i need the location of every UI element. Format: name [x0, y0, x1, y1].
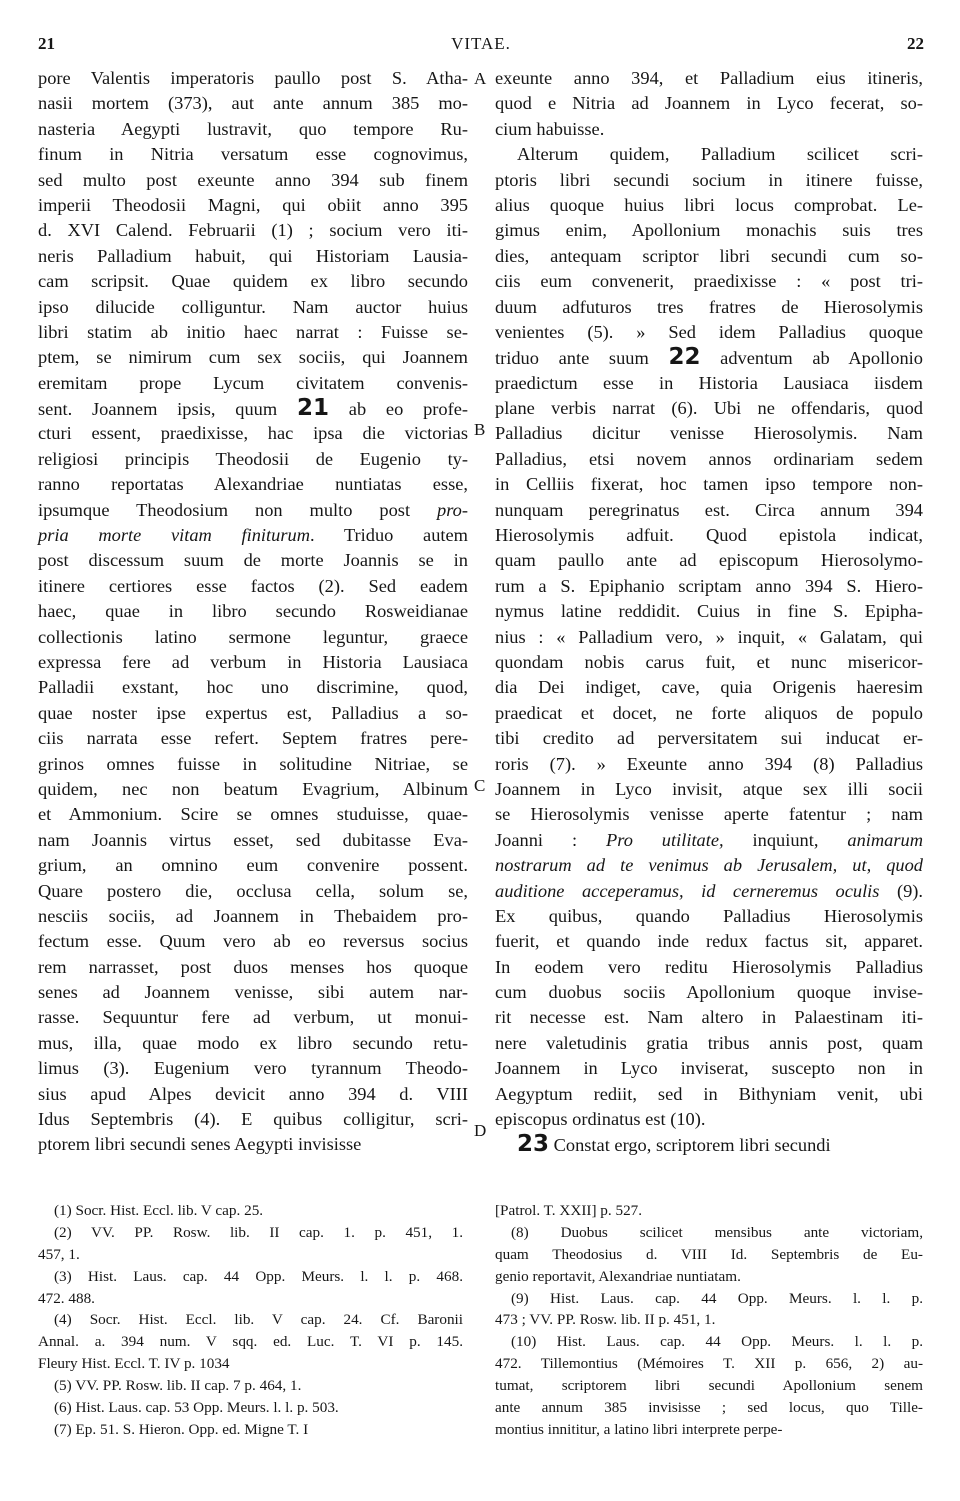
text-line: post discessum suum de morte Joannis se in: [38, 550, 468, 571]
text-line: senes ad Joannem venisse, sibi autem nar-: [38, 982, 468, 1003]
italic-text: Pro utilitate,: [605, 829, 724, 850]
text-line: cturi essent, praedixisse, hac ipsa die victorias: [38, 423, 468, 444]
text-line: [495, 853, 923, 878]
text-line: pore Valentis imperatoris paullo post S. Atha-: [38, 68, 468, 88]
text-line: nius : « Palladium vero, » inquit, « Galatam, qui: [495, 626, 923, 647]
text-line: nasii mortem (373), aut ante annum 385 mo-: [38, 93, 468, 114]
footnote-line: 472. Tillemontius (Mémoires T. XII p. 656, 2) au-: [495, 1355, 923, 1373]
text-line: nymus latine reddidit. Cuius in fine S. Epipha-: [495, 601, 923, 622]
footnote-line: (10) Hist. Laus. cap. 44 Opp. Meurs. l. l. p.: [511, 1333, 923, 1351]
text-line: nam Joannis virtus esset, sed dubitasse Eva-: [38, 829, 468, 850]
margin-letter-c: C: [474, 776, 486, 795]
margin-letter-a: A: [474, 69, 487, 88]
text-segment: adventum ab Apollonio: [700, 348, 923, 369]
text-line: ciis eum convenerit, praedixisse : « post tri-: [495, 271, 923, 292]
italic-text: pro-: [437, 499, 468, 520]
text-line: ptoris libri secundi socium in itinere fuisse,: [495, 169, 923, 190]
right-column: [495, 66, 923, 1158]
text-line: finum in Nitria versatum esse cognovimus,: [38, 144, 468, 165]
text-segment: (9).: [879, 880, 923, 901]
text-line: Palladius dicitur venisse Hierosolymis. Nam: [495, 423, 923, 444]
text-segment: . Triduo autem: [309, 525, 468, 546]
text-line: ranno reportatas Alexandriae nuntiatas esse,: [38, 474, 468, 495]
text-line: Aegyptum rediit, sed in Bithyniam venit, ubi: [495, 1083, 923, 1104]
text-line: Joannem in Lyco invisit, atque sex illi socii: [495, 778, 923, 799]
section-number: 23: [517, 1131, 550, 1158]
margin-letter-d: D: [474, 1121, 487, 1140]
text-segment: Joanni :: [495, 829, 606, 850]
italic-text: nostrarum ad te venimus ab Jerusalem, ut, quod: [495, 855, 923, 876]
text-line: itinere certiores esse factos (2). Sed eadem: [38, 575, 468, 596]
italic-text: pria morte vitam finiturum: [38, 525, 310, 546]
text-line: roris (7). » Exeunte anno 394 (8) Palladius: [495, 753, 923, 774]
text-segment: inquiunt,: [723, 829, 848, 850]
text-line: duum adfuturos tres fratres de Hierosolymis: [495, 296, 923, 317]
text-segment: ipsumque Theodosium non multo post: [38, 499, 437, 520]
text-line: ipso dilucide colliguntur. Nam auctor huius: [38, 296, 468, 317]
footnote-line: tumat, scriptorem libri secundi Apollonium senem: [495, 1377, 923, 1395]
text-line: quam paullo ante ad episcopum Hierosolymo-: [495, 550, 923, 571]
text-line: praedicat et docet, ne forte aliquos de populo: [495, 702, 923, 723]
text-line: [495, 879, 923, 904]
text-line: cam scripsit. Quae quidem ex libro secundo: [38, 271, 468, 292]
footnotes-right: [495, 1200, 923, 1441]
text-line: Ex quibus, quando Palladius Hierosolymis: [495, 905, 923, 926]
text-line: grium, an omnino eum convenire possent.: [38, 855, 468, 876]
text-line: fuerit, et quando inde redux factus sit, apparet.: [495, 931, 923, 952]
text-line: venientes (5). » Sed idem Palladius quoque: [495, 321, 923, 342]
text-line: cum duobus sociis Apollonium quoque invise-: [495, 982, 923, 1003]
text-line: limus (3). Eugenium vero tyrannum Theodo-: [38, 1058, 468, 1079]
text-line: et Ammonium. Scire se omnes studuisse, quae-: [38, 804, 468, 825]
text-line: expressa fere ad verbum in Historia Lausiaca: [38, 651, 468, 672]
text-line: Quare postero die, occlusa cella, solum se,: [38, 880, 468, 901]
text-line: sius apud Alpes devicit anno 394 d. VIII: [38, 1083, 468, 1104]
text-segment: ab eo profe-: [329, 399, 469, 420]
footnote-line: (1) Socr. Hist. Eccl. lib. V cap. 25.: [54, 1202, 264, 1219]
text-line: rit necesse est. Nam altero in Palaestinam iti-: [495, 1007, 923, 1028]
page-number-right: 22: [907, 34, 924, 53]
text-line: fectum esse. Quum vero ab eo reversus socius: [38, 931, 468, 952]
left-column: [38, 66, 468, 1158]
text-line: se Hierosolymis venisse aperte fatentur ; nam: [495, 804, 923, 825]
text-segment: Constat ergo, scriptorem libri secundi: [549, 1135, 831, 1156]
text-line: neris Palladium habuit, qui Historiam Lausia-: [38, 245, 468, 266]
footnote-line: [Patrol. T. XXII] p. 527.: [495, 1202, 643, 1219]
text-line: gimus enim, Apollonium monachis suis tres: [495, 220, 923, 241]
text-line: episcopus ordinatus est (10).: [495, 1109, 706, 1130]
text-line: Idus Septembris (4). E quibus colligitur, scri-: [38, 1109, 468, 1130]
footnote-line: ante annum 385 invisisse ; sed locus, quo Tille-: [495, 1399, 923, 1417]
text-line: d. XVI Calend. Februarii (1) ; socium vero iti-: [38, 220, 468, 241]
text-segment: sent. Joannem ipsis, quum: [38, 399, 297, 420]
text-line: rasse. Sequuntur fere ad verbum, ut monui-: [38, 1007, 468, 1028]
text-line: nunquam peregrinatus est. Circa annum 394: [495, 499, 923, 520]
text-line: quod e Nitria ad Joannem in Lyco fecerat, so-: [495, 93, 923, 114]
text-line: praedictum esse in Historia Lausiaca iisdem: [495, 372, 923, 393]
text-line: [38, 498, 468, 523]
footnote-line: montius innititur, a latino libri interprete perpe-: [495, 1420, 783, 1438]
text-line: Palladius, etsi novem annos ordinariam sedem: [495, 448, 923, 469]
footnote-line: (5) VV. PP. Rosw. lib. II cap. 7 p. 464, 1.: [54, 1377, 302, 1395]
text-line: rum a S. Epiphanio scriptam anno 394 S. Hiero-: [495, 575, 923, 596]
footnote-line: 472. 488.: [38, 1289, 95, 1307]
page-number-left: 21: [38, 34, 55, 53]
section-number: 21: [296, 395, 329, 422]
text-line: collectionis latino sermone leguntur, graece: [38, 626, 468, 647]
text-line: ciis narrata esse refert. Septem fratres pere-: [38, 728, 468, 749]
text-line: nere valetudinis gratia tribus annis post, quam: [495, 1032, 923, 1053]
text-line: [495, 1132, 923, 1157]
text-line: nasteria Aegypti lustravit, quo tempore Ru-: [38, 118, 468, 139]
text-line: quae noster ipse expertus est, Palladius a so-: [38, 702, 468, 723]
text-line: alius quoque huius libri locus comprobat. Le-: [495, 194, 923, 215]
text-line: sed multo post exeunte anno 394 sub finem: [38, 169, 468, 190]
footnote-line: (9) Hist. Laus. cap. 44 Opp. Meurs. l. l. p.: [511, 1289, 923, 1307]
text-line: eremitam prope Lycum civitatem convenis-: [38, 372, 468, 393]
italic-text: auditione acceperamus, id cerneremus oculis: [495, 880, 880, 901]
text-line: Alterum quidem, Palladium scilicet scri-: [517, 144, 923, 165]
text-line: grinos omnes fuisse in solitudine Nitriae, se: [38, 753, 468, 774]
page-header: [38, 34, 924, 56]
text-line: in Celliis fixerat, hoc tamen ipso tempore non-: [495, 474, 923, 495]
footnote-line: Annal. a. 394 num. V sqq. ed. Luc. T. VI p. 145.: [38, 1333, 463, 1351]
running-title: VITAE.: [451, 34, 511, 53]
text-line: [38, 523, 468, 548]
italic-text: animarum: [847, 829, 923, 850]
text-line: mus, illa, quae modo ex libro secundo retu-: [38, 1032, 468, 1053]
text-line: Joannem in Lyco inviserat, suscepto non in: [495, 1058, 923, 1079]
text-line: quidem, nec non beatum Evagrium, Albinum: [38, 778, 468, 799]
footnote-line: quam Theodosius d. VIII Id. Septembris de Eu-: [495, 1245, 923, 1263]
footnote-line: Fleury Hist. Eccl. T. IV p. 1034: [38, 1355, 230, 1373]
text-line: dies, antequam scriptor libri secundi cum so-: [495, 245, 923, 266]
footnotes-left: [38, 1200, 463, 1441]
text-line: Palladii exstant, hoc uno discrimine, quod,: [38, 677, 468, 698]
section-number: 22: [668, 344, 701, 371]
text-line: exeunte anno 394, et Palladium eius itineris,: [495, 68, 923, 88]
text-line: nesciis sociis, ad Joannem in Thebaidem pro-: [38, 905, 468, 926]
footnote-line: genio reportavit, Alexandriae nuntiatam.: [495, 1267, 741, 1285]
text-line: dia Dei indiget, cave, quia Origenis haeresim: [495, 677, 923, 698]
footnote-line: 473 ; VV. PP. Rosw. lib. II p. 451, 1.: [495, 1311, 716, 1329]
text-line: cium habuisse.: [495, 118, 605, 139]
text-line: [38, 396, 468, 421]
text-line: In eodem vero reditu Hierosolymis Palladius: [495, 956, 923, 977]
text-line: [495, 345, 923, 370]
text-line: Hierosolymis adfuit. Quod epistola indicat,: [495, 525, 923, 546]
footnote-divider: [38, 1187, 924, 1188]
footnote-line: (2) VV. PP. Rosw. lib. II cap. 1. p. 451, 1.: [54, 1223, 463, 1241]
text-line: plane verbis narrat (6). Ubi ne offendaris, quod: [495, 398, 923, 419]
text-line: religiosi principis Theodosii de Eugenio ty-: [38, 448, 468, 469]
text-line: quondam nobis carus fuit, et nunc misericor-: [495, 651, 923, 672]
footnote-line: (8) Duobus scilicet mensibus ante victoriam,: [511, 1223, 923, 1241]
text-line: imperii Theodosii Magni, qui obiit anno 395: [38, 194, 468, 215]
margin-letter-b: B: [474, 420, 486, 439]
text-segment: triduo ante suum: [495, 348, 669, 369]
text-line: rem narrasset, post duos menses hos quoque: [38, 956, 468, 977]
text-line: ptorem libri secundi senes Aegypti invisisse: [38, 1134, 362, 1155]
text-line: [495, 828, 923, 853]
text-line: haec, quae in libro secundo Rosweidianae: [38, 601, 468, 622]
footnote-line: (7) Ep. 51. S. Hieron. Opp. ed. Migne T. I: [54, 1420, 309, 1438]
text-line: tibi credito ad perversitatem sui inducat er-: [495, 728, 923, 749]
footnote-line: (4) Socr. Hist. Eccl. lib. V cap. 24. Cf. Baronii: [54, 1311, 463, 1329]
footnote-line: 457, 1.: [38, 1245, 80, 1263]
footnote-line: (6) Hist. Laus. cap. 53 Opp. Meurs. l. l. p. 503.: [54, 1399, 339, 1417]
text-line: ptem, se nimirum cum sex sociis, qui Joannem: [38, 347, 468, 368]
footnote-line: (3) Hist. Laus. cap. 44 Opp. Meurs. l. l. p. 468.: [54, 1267, 463, 1285]
text-line: libri statim ab initio haec narrat : Fuisse se-: [38, 321, 468, 342]
